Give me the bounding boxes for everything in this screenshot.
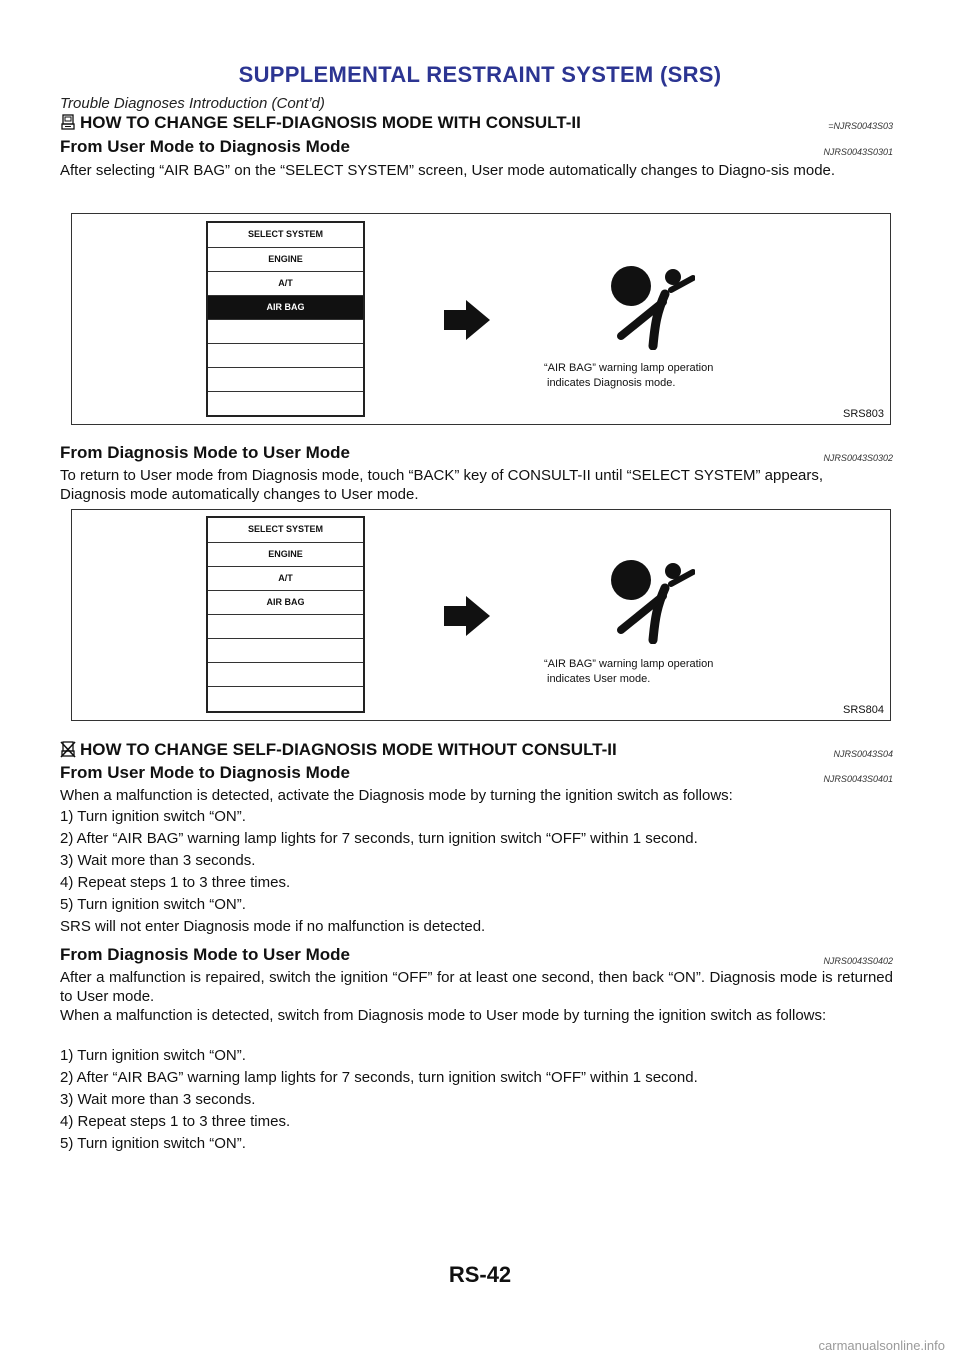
no-consult-icon bbox=[60, 741, 76, 763]
menu-item-air-bag-selected: AIR BAG bbox=[208, 295, 363, 319]
menu-item-empty bbox=[208, 662, 363, 686]
with-consult-user-to-diag-ref: NJRS0043S0301 bbox=[823, 147, 893, 157]
airbag-warning-lamp-icon bbox=[605, 554, 695, 649]
with-consult-user-to-diag-text: After selecting “AIR BAG” on the “SELECT SYSTEM” screen, User mode automatically changes to Diagno-sis mode. bbox=[60, 162, 836, 179]
figure1-code: SRS803 bbox=[843, 408, 884, 420]
step-3: 3) Wait more than 3 seconds. bbox=[60, 1091, 256, 1108]
diag-to-user-text2: When a malfunction is detected, switch from Diagnosis mode to User mode by turning the ignition switch as follows: bbox=[60, 1007, 827, 1024]
arrow-right-icon bbox=[444, 596, 490, 641]
select-system-screen bbox=[206, 516, 365, 713]
select-system-screen bbox=[206, 221, 365, 417]
menu-item-at: A/T bbox=[208, 271, 363, 295]
step-2: 2) After “AIR BAG” warning lamp lights for 7 seconds, turn ignition switch “OFF” within 1 second. bbox=[60, 830, 698, 847]
step-1: 1) Turn ignition switch “ON”. bbox=[60, 1047, 246, 1064]
menu-item-empty bbox=[208, 367, 363, 391]
menu-item-empty bbox=[208, 614, 363, 638]
without-consult-user-to-diag-title: From User Mode to Diagnosis Mode bbox=[60, 763, 350, 782]
figure2-code: SRS804 bbox=[843, 704, 884, 716]
watermark: carmanualsonline.info bbox=[818, 1338, 945, 1353]
figure1-caption-line1: “AIR BAG” warning lamp operation bbox=[544, 362, 714, 374]
menu-item-empty bbox=[208, 343, 363, 367]
menu-item-empty bbox=[208, 638, 363, 662]
diag-to-user-text1: After a malfunction is repaired, switch the ignition “OFF” for at least one second, then back “ON”. Diagnosis mode is returned to User mode. bbox=[60, 969, 893, 1005]
select-system-title: SELECT SYSTEM bbox=[247, 229, 323, 239]
page-header-title: SUPPLEMENTAL RESTRAINT SYSTEM (SRS) bbox=[238, 62, 722, 87]
arrow-right-icon bbox=[444, 300, 490, 345]
without-consult-diag-to-user-ref: NJRS0043S0402 bbox=[823, 956, 893, 966]
with-consult-user-to-diag-title: From User Mode to Diagnosis Mode bbox=[60, 137, 350, 156]
without-consult-user-to-diag-ref: NJRS0043S0401 bbox=[823, 774, 893, 784]
menu-item-empty bbox=[208, 319, 363, 343]
step-4: 4) Repeat steps 1 to 3 three times. bbox=[60, 874, 291, 891]
menu-item-at: A/T bbox=[208, 566, 363, 590]
menu-item-air-bag: AIR BAG bbox=[208, 590, 363, 614]
section-with-consult-ref: =NJRS0043S03 bbox=[828, 121, 893, 131]
menu-item-empty bbox=[208, 686, 363, 710]
step-1: 1) Turn ignition switch “ON”. bbox=[60, 808, 246, 825]
menu-item-empty bbox=[208, 391, 363, 415]
figure-srs803 bbox=[71, 213, 891, 425]
with-consult-diag-to-user-ref: NJRS0043S0302 bbox=[823, 453, 893, 463]
no-malfunction-note: SRS will not enter Diagnosis mode if no malfunction is detected. bbox=[60, 918, 486, 935]
page-number: RS-42 bbox=[448, 1262, 512, 1287]
page-header-subtitle: Trouble Diagnoses Introduction (Cont’d) bbox=[60, 95, 325, 112]
without-consult-diag-to-user-title: From Diagnosis Mode to User Mode bbox=[60, 945, 350, 964]
step-5: 5) Turn ignition switch “ON”. bbox=[60, 1135, 246, 1152]
select-system-title: SELECT SYSTEM bbox=[247, 524, 323, 534]
figure1-caption-line2: indicates Diagnosis mode. bbox=[547, 377, 676, 389]
consult-icon bbox=[60, 114, 76, 135]
menu-item-engine: ENGINE bbox=[208, 247, 363, 271]
figure-srs804 bbox=[71, 509, 891, 721]
figure2-caption-line1: “AIR BAG” warning lamp operation bbox=[544, 658, 714, 670]
figure2-caption-line2: indicates User mode. bbox=[547, 673, 651, 685]
with-consult-diag-to-user-title: From Diagnosis Mode to User Mode bbox=[60, 443, 350, 462]
with-consult-diag-to-user-text: To return to User mode from Diagnosis mode, touch “BACK” key of CONSULT-II until “SELECT SYSTEM” appears, Diagnosis mode automatically changes to User mode. bbox=[60, 467, 824, 503]
without-consult-user-to-diag-intro: When a malfunction is detected, activate the Diagnosis mode by turning the ignition switch as follows: bbox=[60, 787, 733, 804]
section-without-consult-ref: NJRS0043S04 bbox=[833, 749, 893, 759]
airbag-warning-lamp-icon bbox=[605, 260, 695, 355]
section-without-consult-title: HOW TO CHANGE SELF-DIAGNOSIS MODE WITHOUT CONSULT-II bbox=[80, 740, 617, 759]
step-3: 3) Wait more than 3 seconds. bbox=[60, 852, 256, 869]
step-5: 5) Turn ignition switch “ON”. bbox=[60, 896, 246, 913]
step-4: 4) Repeat steps 1 to 3 three times. bbox=[60, 1113, 291, 1130]
menu-item-engine: ENGINE bbox=[208, 542, 363, 566]
section-with-consult-title: HOW TO CHANGE SELF-DIAGNOSIS MODE WITH CONSULT-II bbox=[80, 113, 581, 132]
step-2: 2) After “AIR BAG” warning lamp lights for 7 seconds, turn ignition switch “OFF” within 1 second. bbox=[60, 1069, 698, 1086]
